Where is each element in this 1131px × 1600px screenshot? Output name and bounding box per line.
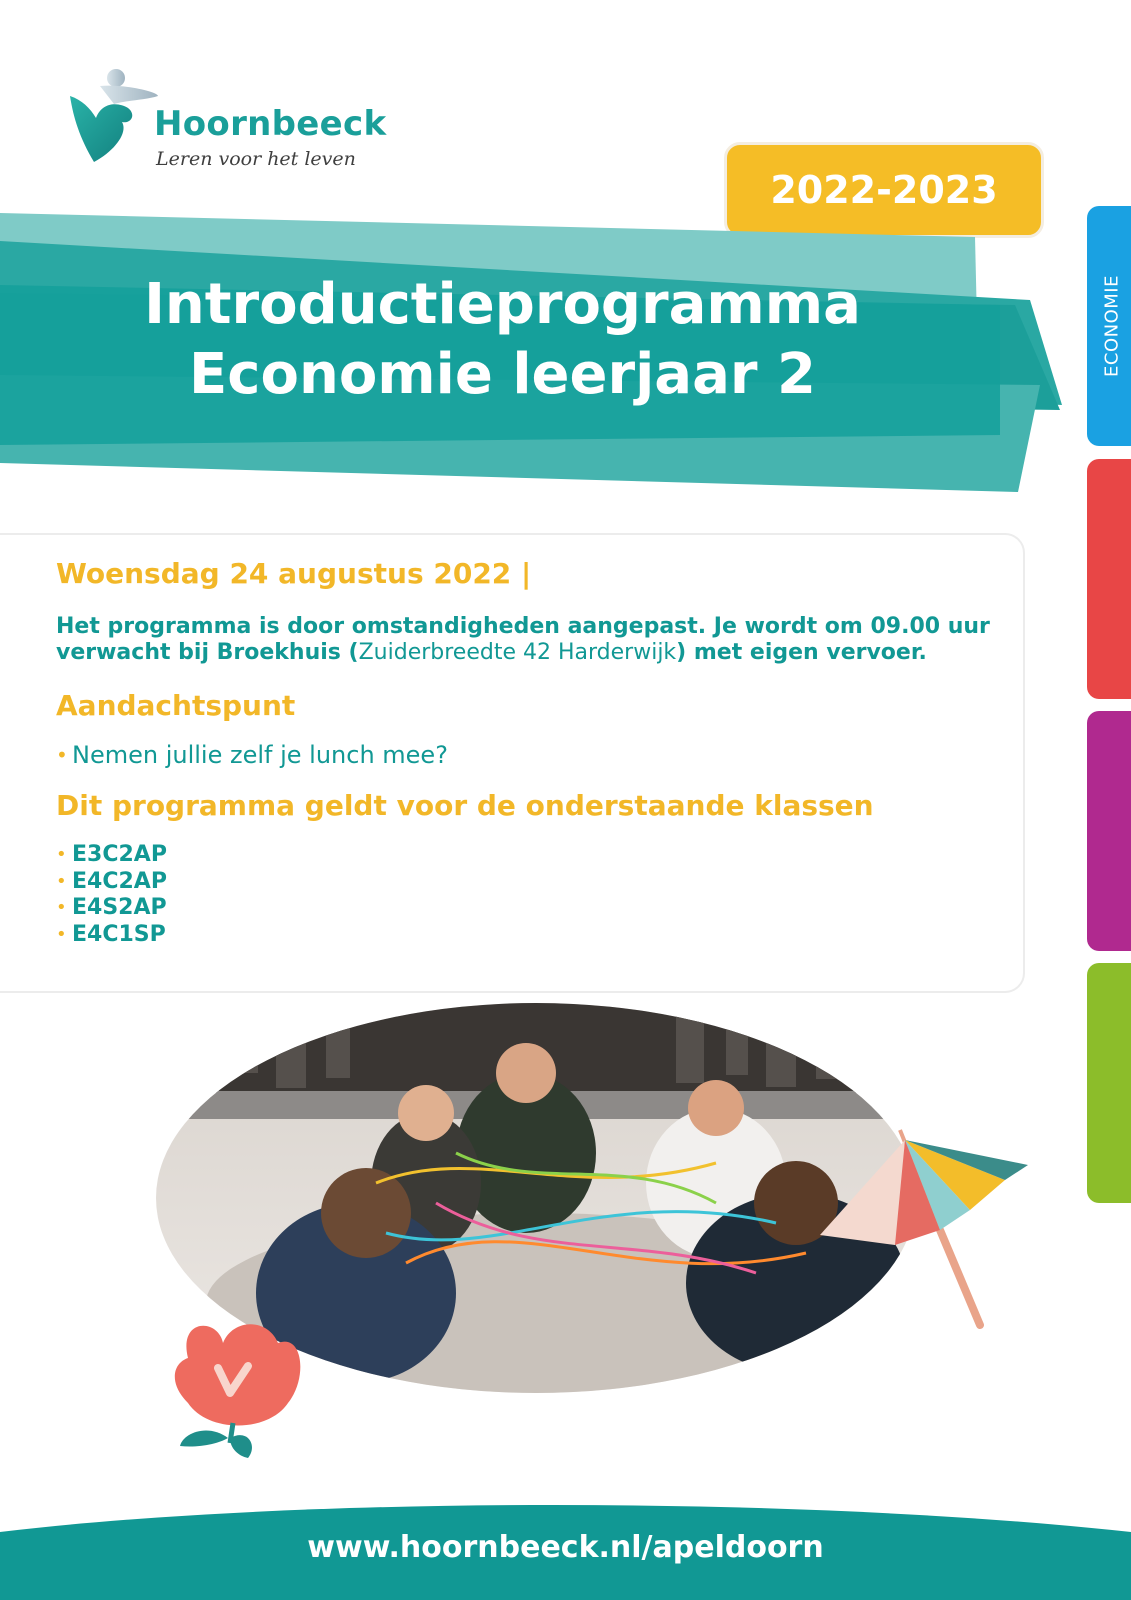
classes-list: [56, 842, 1006, 948]
side-tab-label: ECONOMIE: [1101, 275, 1123, 377]
umbrella-icon: [820, 1120, 1030, 1340]
classes-heading: Dit programma geldt voor de onderstaande klassen: [56, 789, 874, 822]
flower-icon: [168, 1318, 308, 1468]
logo-mark-icon: [66, 66, 162, 170]
logo-name: Hoornbeeck: [154, 104, 387, 144]
bullet-icon: •: [56, 923, 67, 945]
program-notice: [56, 614, 1006, 666]
logo-tagline: Leren voor het leven: [156, 148, 356, 170]
side-tab-economie[interactable]: [1087, 206, 1131, 446]
side-tab-purple[interactable]: [1087, 711, 1131, 951]
list-item: • E4S2AP: [56, 895, 167, 920]
bullet-icon: •: [56, 870, 67, 892]
date-heading: Woensdag 24 augustus 2022 |: [56, 557, 532, 590]
notice-address: Zuiderbreedte 42 Harderwijk: [358, 640, 677, 665]
attention-list: [56, 740, 1006, 770]
list-item: • E4C1SP: [56, 921, 166, 947]
list-item: • Nemen jullie zelf je lunch mee?: [56, 741, 448, 769]
side-tab-green[interactable]: [1087, 963, 1131, 1203]
page-title: [0, 270, 1005, 410]
title-line-1: Introductieprogramma: [144, 272, 861, 337]
info-card-content: [56, 556, 1006, 948]
side-tab-red[interactable]: [1087, 459, 1131, 699]
hoornbeeck-logo: [66, 66, 406, 176]
attention-heading: Aandachtspunt: [56, 689, 296, 722]
notice-text-2: ) met eigen vervoer.: [676, 640, 927, 665]
list-item: • E3C2AP: [56, 842, 167, 867]
title-line-2: Economie leerjaar 2: [189, 342, 816, 407]
list-item: • E4C2AP: [56, 868, 167, 894]
bullet-icon: •: [56, 743, 68, 767]
bullet-icon: •: [56, 844, 67, 865]
notice-text-1: Het programma is door omstandigheden aangepast. Je wordt om 09.00 uur verwacht bij Broekhuis (: [56, 614, 990, 665]
year-badge: 2022-2023: [724, 142, 1044, 238]
website-link[interactable]: www.hoornbeeck.nl/apeldoorn: [307, 1530, 824, 1565]
bullet-icon: •: [56, 897, 67, 918]
